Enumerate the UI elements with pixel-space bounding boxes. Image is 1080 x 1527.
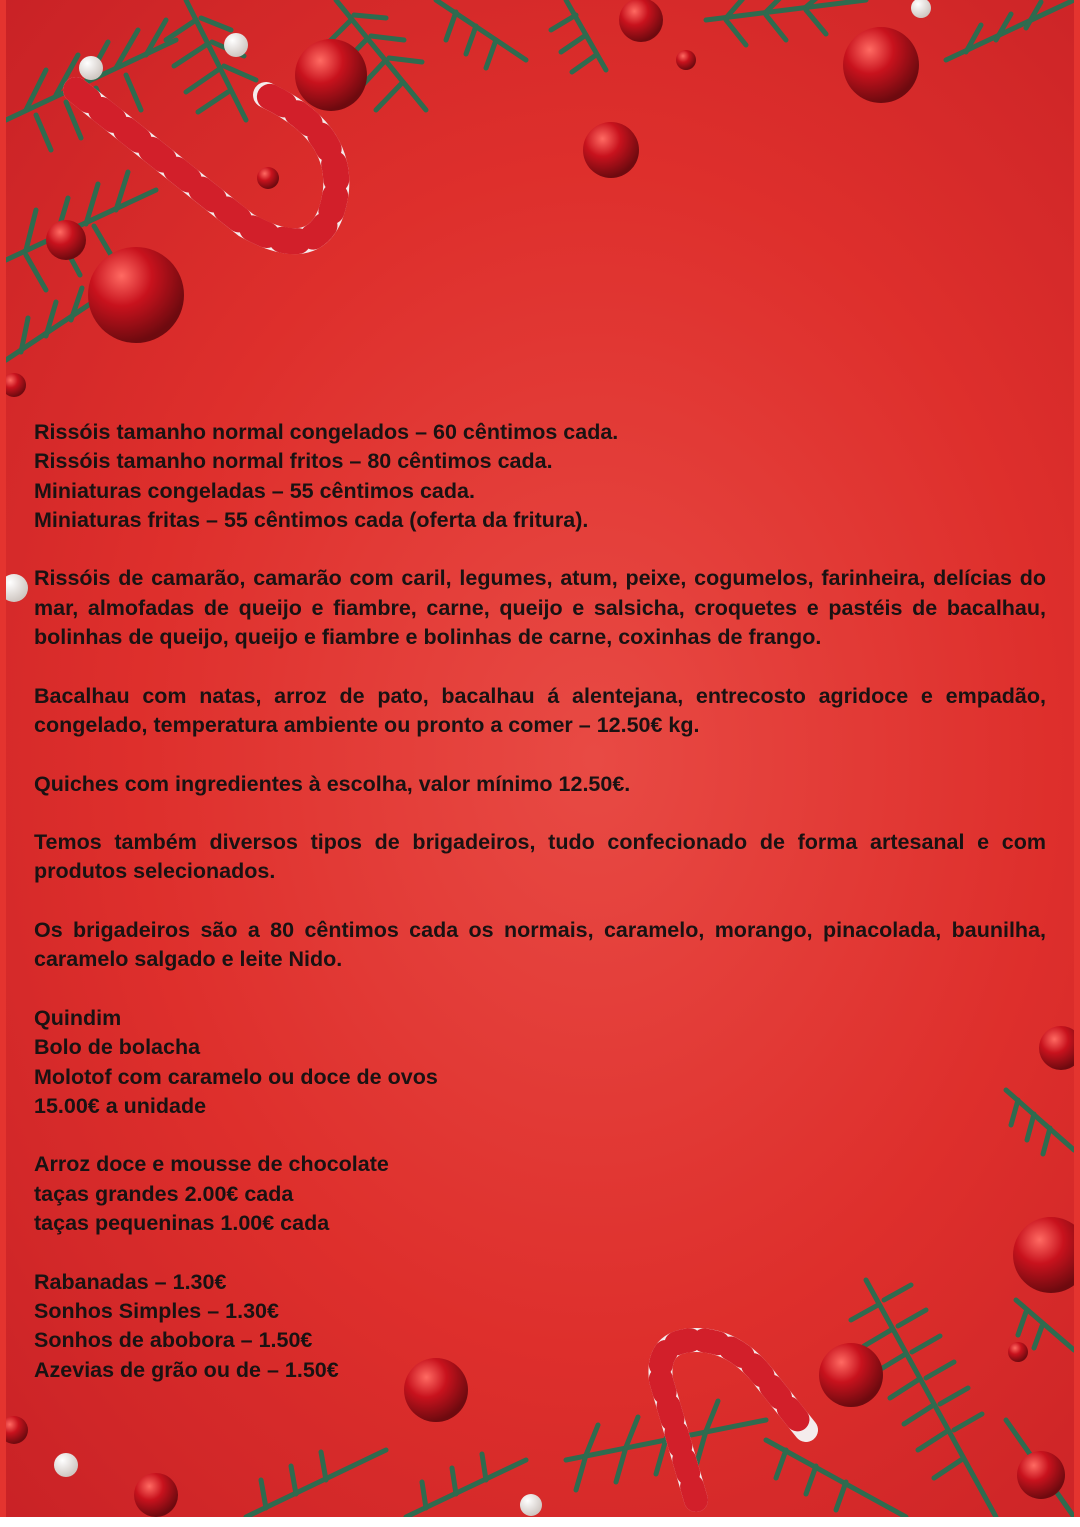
sweet-item: Sonhos Simples – 1.30€ xyxy=(34,1298,279,1323)
price-miniatures-fried: Miniaturas fritas – 55 cêntimos cada (oferta da fritura). xyxy=(34,507,589,532)
price-miniatures-frozen: Miniaturas congeladas – 55 cêntimos cada. xyxy=(34,478,475,503)
dishes-paragraph: Bacalhau com natas, arroz de pato, bacalhau á alentejana, entrecosto agridoce e empadão, congelado, temperatura ambiente ou pronto a comer – 12.50€ kg. xyxy=(34,683,1046,737)
sweet-item: Rabanadas – 1.30€ xyxy=(34,1269,227,1294)
brigadeiros-prices: Os brigadeiros são a 80 cêntimos cada os normais, caramelo, morango, pinacolada, baunilha, caramelo salgado e leite Nido. xyxy=(34,918,1046,972)
quiches-paragraph: Quiches com ingredientes à escolha, valor mínimo 12.50€. xyxy=(34,771,631,796)
dessert-price-small: taças pequeninas 1.00€ cada xyxy=(34,1211,330,1236)
cake-item: Molotof com caramelo ou doce de ovos xyxy=(34,1064,438,1089)
candy-cane-top xyxy=(76,90,336,241)
cake-price: 15.00€ a unidade xyxy=(34,1093,207,1118)
menu-page xyxy=(6,0,1074,1517)
dessert-title: Arroz doce e mousse de chocolate xyxy=(34,1152,389,1177)
brigadeiros-intro: Temos também diversos tipos de brigadeiros, tudo confecionado de forma artesanal e com produtos selecionados. xyxy=(34,830,1046,884)
sweet-item: Azevias de grão ou de – 1.50€ xyxy=(34,1357,339,1382)
cake-item: Bolo de bolacha xyxy=(34,1035,201,1060)
price-rissois-normal-frozen: Rissóis tamanho normal congelados – 60 cêntimos cada. xyxy=(34,420,619,444)
menu-text xyxy=(34,418,1046,1385)
sweet-item: Sonhos de abobora – 1.50€ xyxy=(34,1328,313,1353)
rissois-flavours: Rissóis de camarão, camarão com caril, legumes, atum, peixe, cogumelos, farinheira, delícias do mar, almofadas de queijo e fiambre, carne, queijo e salsicha, croquetes e pastéis de bacalhau, bolinhas de queijo, queijo e fiambre e bolinhas de carne, coxinhas de frango. xyxy=(34,566,1046,650)
price-rissois-normal-fried: Rissóis tamanho normal fritos – 80 cêntimos cada. xyxy=(34,449,553,474)
cake-item: Quindim xyxy=(34,1005,122,1030)
page-bottom-margin xyxy=(0,1517,1080,1527)
dessert-price-large: taças grandes 2.00€ cada xyxy=(34,1181,294,1206)
